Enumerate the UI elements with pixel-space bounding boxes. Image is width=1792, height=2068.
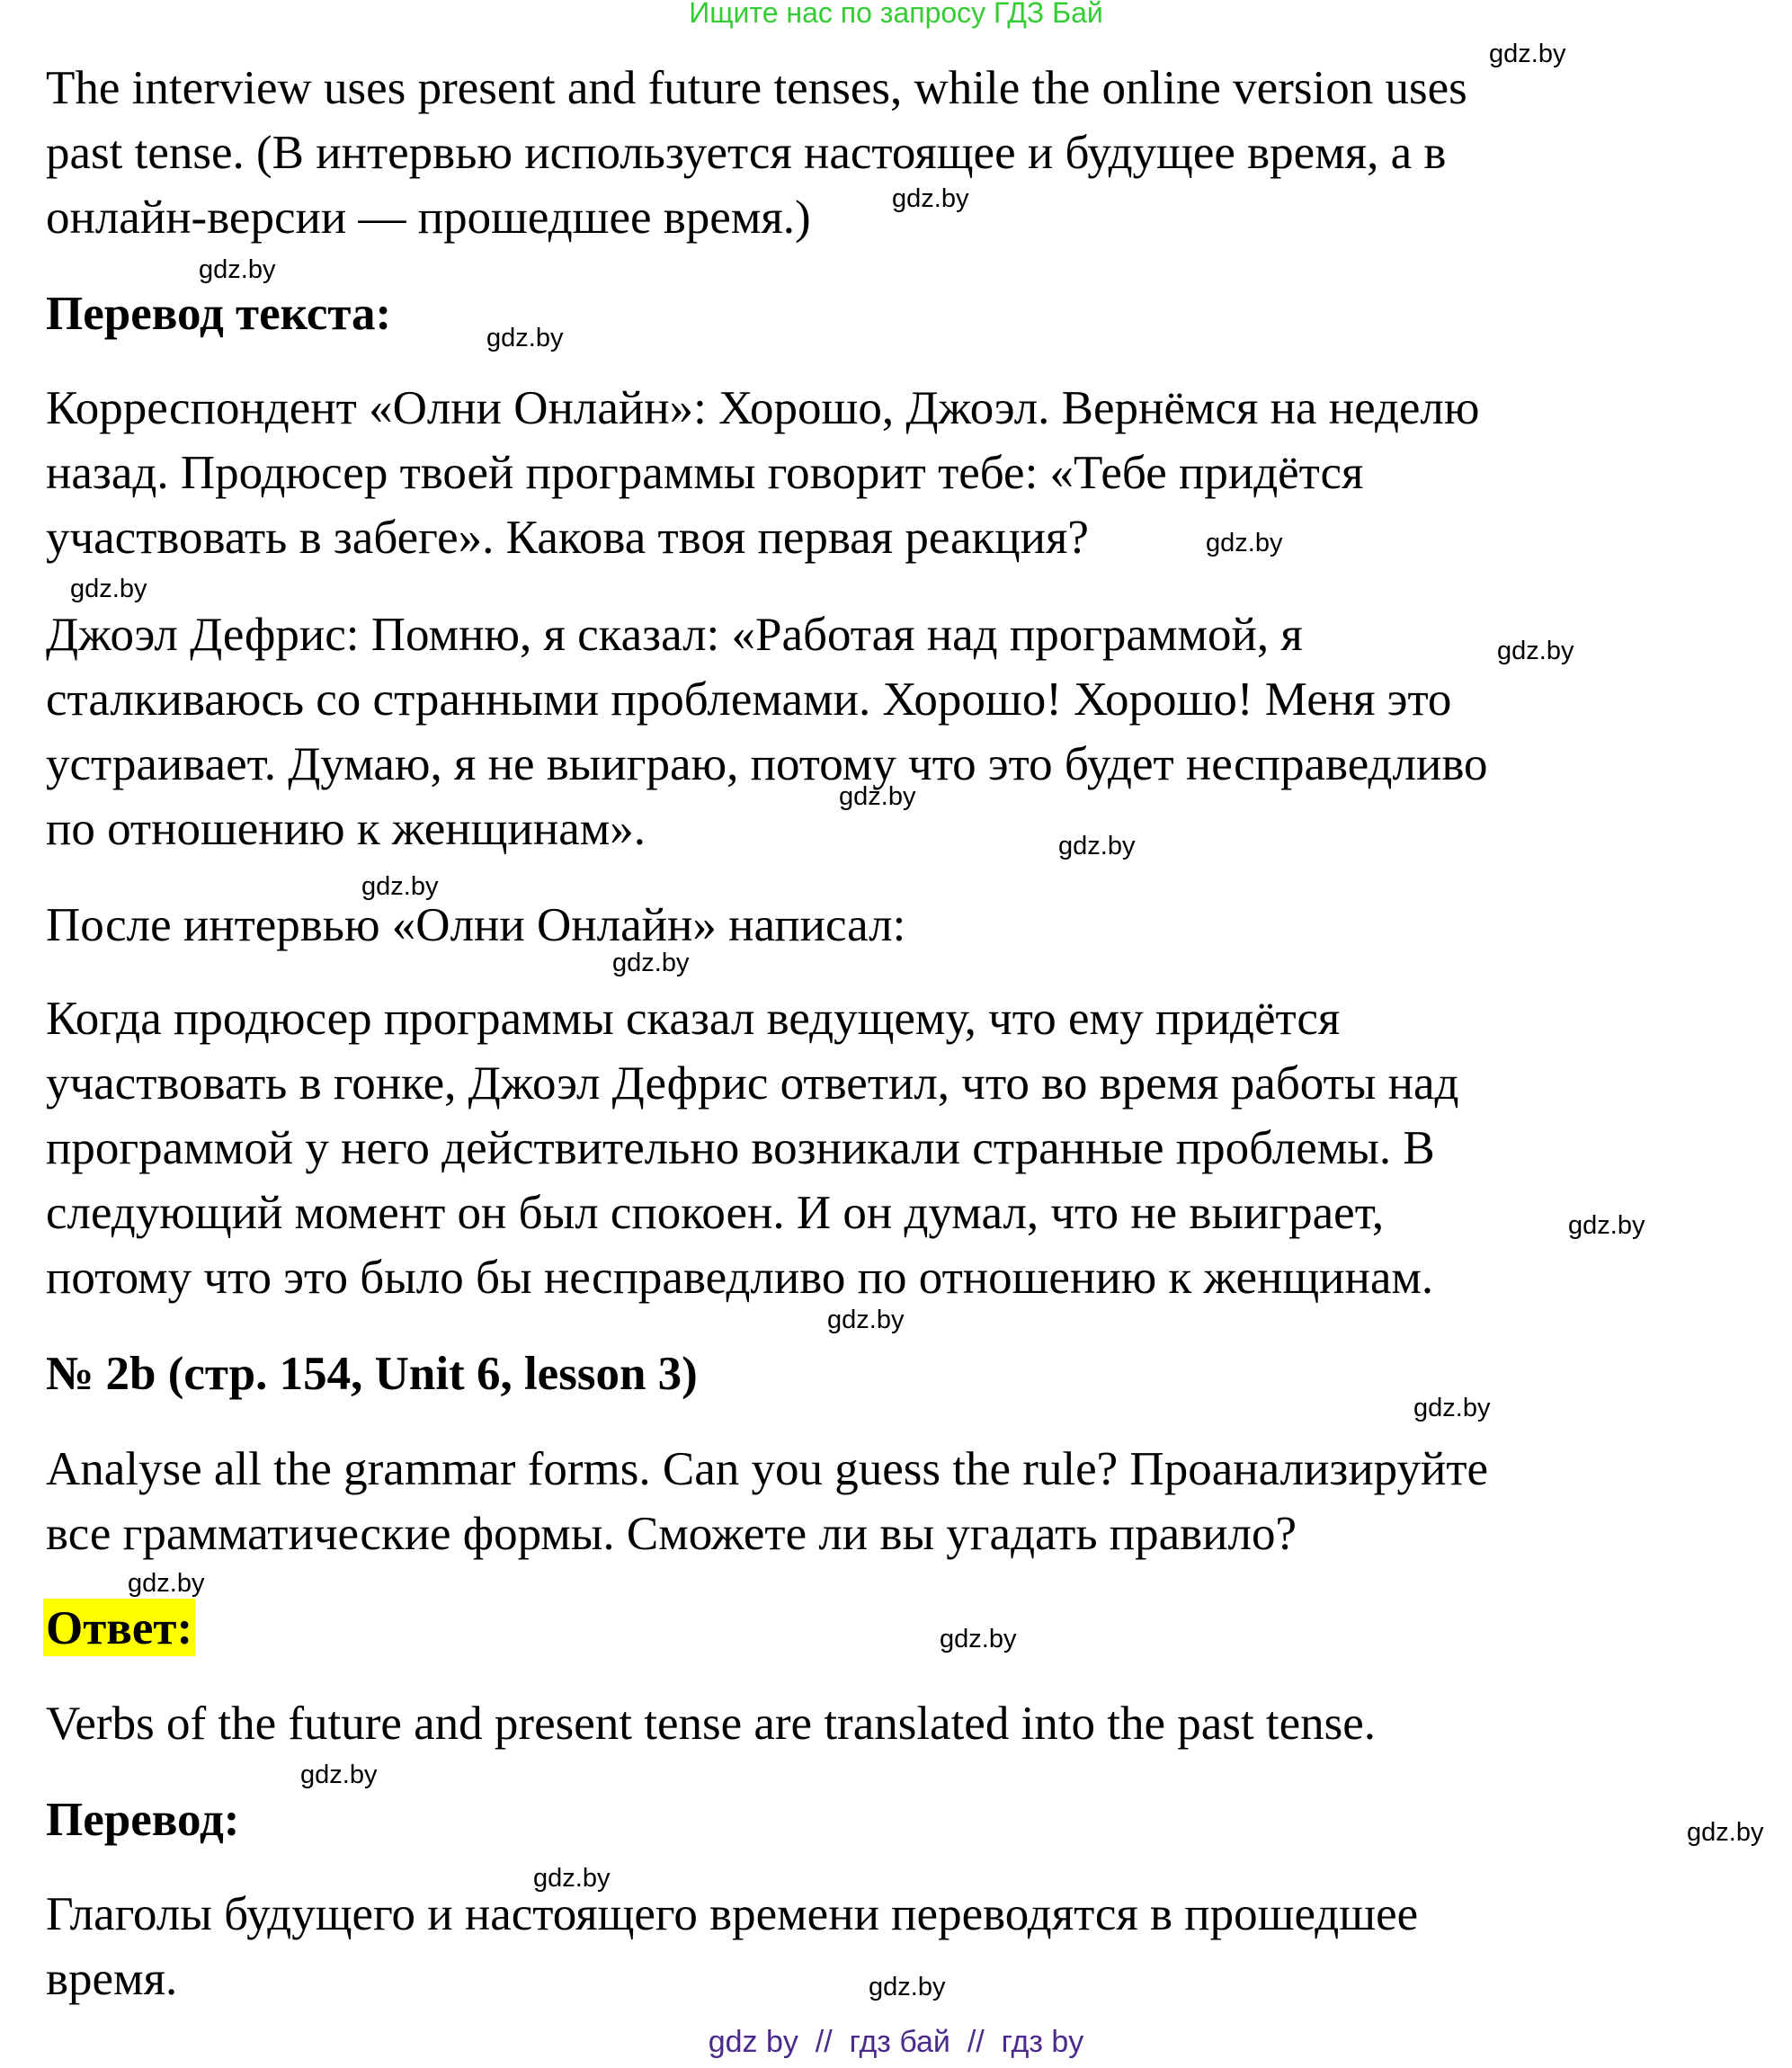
watermark: gdz.by — [1497, 637, 1574, 665]
watermark: gdz.by — [1687, 1818, 1764, 1847]
after-interview-line: После интервью «Олни Онлайн» написал: — [46, 899, 906, 951]
text-line: участвовать в гонке, Джоэл Дефрис ответил, что во время работы над — [46, 1057, 1459, 1110]
text-line: The interview uses present and future tenses, while the online version uses — [46, 62, 1467, 114]
watermark: gdz.by — [1058, 832, 1136, 860]
text-line: участвовать в забеге». Какова твоя первая реакция? — [46, 512, 1089, 564]
text-line: следующий момент он был спокоен. И он думал, что не выиграет, — [46, 1187, 1385, 1239]
watermark: gdz.by — [486, 324, 564, 352]
text-line: сталкиваюсь со странными проблемами. Хорошо! Хорошо! Меня это — [46, 673, 1452, 726]
translation-label: Перевод: — [46, 1794, 240, 1846]
text-line: Analyse all the grammar forms. Can you guess the rule? Проанализируйте — [46, 1443, 1489, 1495]
search-banner: Ищите нас по запросу ГДЗ Бай — [689, 0, 1103, 29]
translation-heading: Перевод текста: — [46, 288, 392, 340]
text-line: Когда продюсер программы сказал ведущему, что ему придётся — [46, 993, 1341, 1045]
answer-text: Verbs of the future and present tense are translated into the past tense. — [46, 1698, 1377, 1750]
text-line: назад. Продюсер твоей программы говорит тебе: «Тебе придётся — [46, 447, 1364, 499]
text-line: Корреспондент «Олни Онлайн»: Хорошо, Джоэл. Вернёмся на неделю — [46, 382, 1480, 434]
watermark: gdz.by — [1568, 1211, 1645, 1240]
text-line: past tense. (В интервью используется настоящее и будущее время, а в — [46, 127, 1447, 179]
watermark: gdz.by — [612, 949, 690, 977]
watermark: gdz.by — [1206, 529, 1283, 557]
watermark: gdz.by — [361, 872, 439, 901]
watermark: gdz.by — [839, 782, 916, 811]
dialogue-joel — [46, 602, 1487, 861]
watermark: gdz.by — [70, 575, 147, 603]
answer-label: Ответ: — [43, 1599, 195, 1656]
footer-links: gdz by // гдз бай // гдз by — [708, 2025, 1084, 2059]
watermark: gdz.by — [128, 1569, 205, 1598]
text-line: все грамматические формы. Сможете ли вы угадать правило? — [46, 1508, 1297, 1560]
answer-paragraph — [46, 56, 1467, 250]
watermark: gdz.by — [869, 1973, 946, 2001]
watermark: gdz.by — [892, 184, 969, 213]
text-line: время. — [46, 1953, 178, 2005]
watermark: gdz.by — [1413, 1394, 1491, 1422]
text-line: по отношению к женщинам». — [46, 803, 646, 855]
translation-paragraph — [46, 1882, 1418, 2011]
watermark: gdz.by — [940, 1625, 1017, 1654]
text-line: онлайн-версии — прошедшее время.) — [46, 192, 811, 244]
text-line: Глаголы будущего и настоящего времени переводятся в прошедшее — [46, 1888, 1419, 1940]
exercise-heading: № 2b (стр. 154, Unit 6, lesson 3) — [46, 1348, 698, 1400]
watermark: gdz.by — [533, 1864, 611, 1893]
watermark: gdz.by — [300, 1760, 378, 1789]
text-line: устраивает. Думаю, я не выиграю, потому что это будет несправедливо — [46, 738, 1488, 790]
watermark: gdz.by — [1489, 40, 1566, 68]
watermark: gdz.by — [199, 255, 276, 284]
text-line: потому что это было бы несправедливо по отношению к женщинам. — [46, 1252, 1434, 1304]
online-report-paragraph — [46, 986, 1458, 1310]
text-line: Джоэл Дефрис: Помню, я сказал: «Работая над программой, я — [46, 609, 1303, 661]
task-paragraph — [46, 1437, 1488, 1566]
text-line: программой у него действительно возникали странные проблемы. В — [46, 1122, 1435, 1174]
watermark: gdz.by — [827, 1306, 905, 1334]
